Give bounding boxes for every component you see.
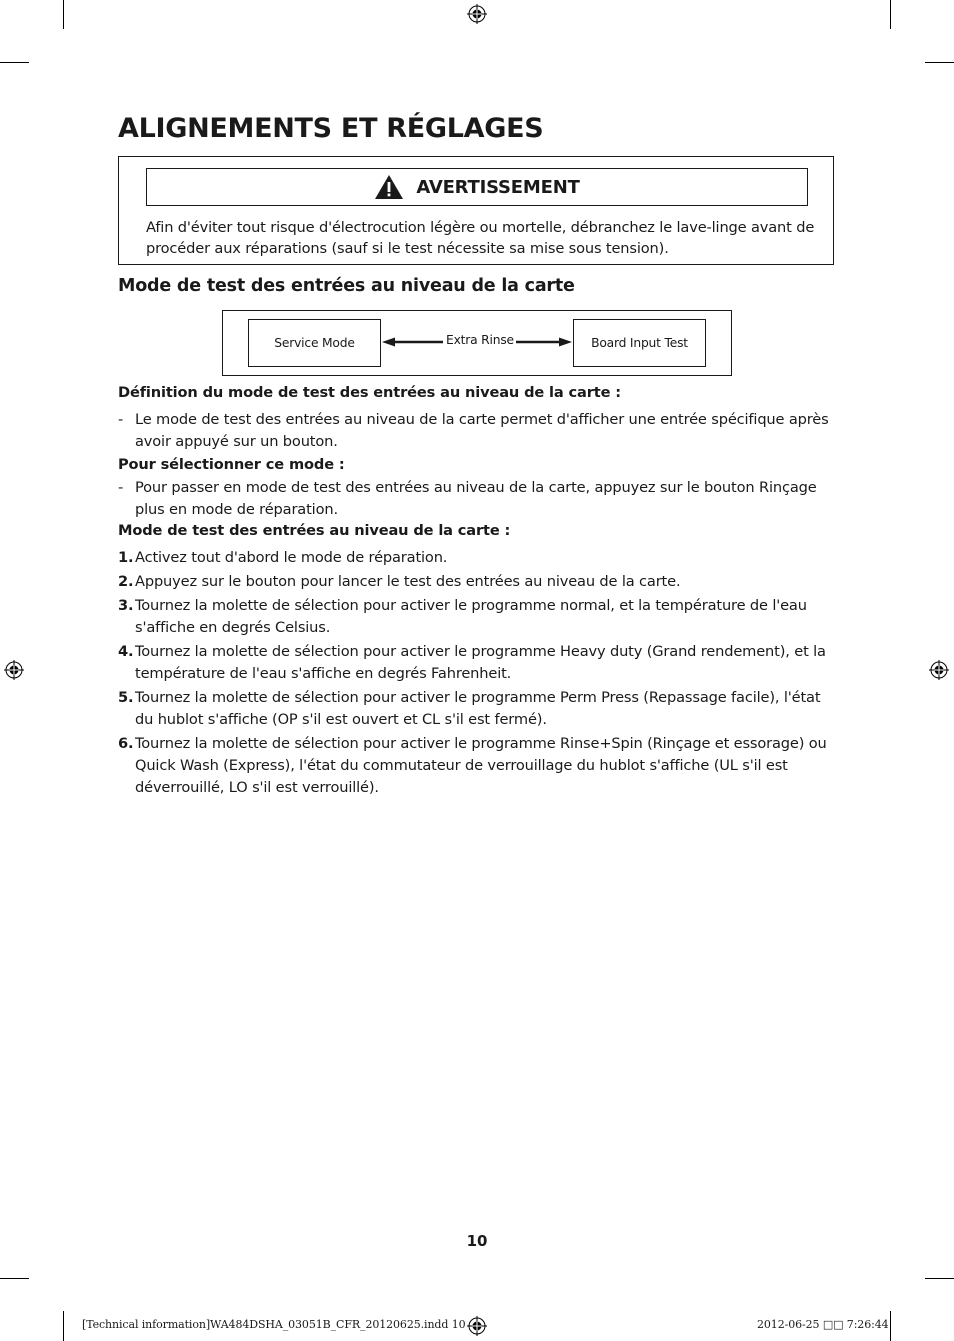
registration-mark-icon	[929, 660, 949, 680]
list-item: 4. Tournez la molette de sélection pour activer le programme Heavy duty (Grand rendement), et la température de l'eau s'affiche en degrés Fahrenheit.	[118, 643, 826, 682]
warning-header	[146, 168, 808, 206]
crop-mark	[63, 0, 64, 29]
crop-mark	[0, 62, 29, 63]
warning-triangle-icon	[374, 174, 404, 200]
definition-heading: Définition du mode de test des entrées au niveau de la carte :	[118, 384, 621, 401]
content-body	[118, 383, 838, 801]
select-item: - Pour passer en mode de test des entrées au niveau de la carte, appuyez sur le bouton Rinçage plus en mode de réparation.	[118, 477, 838, 521]
footer-file-info: [Technical information]WA484DSHA_03051B_CFR_20120625.indd 10	[82, 1318, 466, 1331]
list-item: 3. Tournez la molette de sélection pour activer le programme normal, et la température de l'eau s'affiche en degrés Celsius.	[118, 597, 807, 636]
board-input-test-node: Board Input Test	[573, 319, 706, 367]
extra-rinse-label: Extra Rinse	[446, 333, 514, 347]
crop-mark	[890, 0, 891, 29]
list-item: 6. Tournez la molette de sélection pour activer le programme Rinse+Spin (Rinçage et essorage) ou Quick Wash (Express), l'état du commutateur de verrouillage du hublot s'affiche (UL s'il est déverrouillé, LO s'il est verrouillé).	[118, 735, 827, 796]
crop-mark	[925, 1278, 954, 1279]
crop-mark	[925, 62, 954, 63]
procedure-heading: Mode de test des entrées au niveau de la carte :	[118, 522, 511, 539]
footer-timestamp: 2012-06-25 □□ 7:26:44	[757, 1318, 889, 1331]
definition-text: Le mode de test des entrées au niveau de la carte permet d'afficher une entrée spécifique après avoir appuyé sur un bouton.	[135, 411, 829, 450]
registration-mark-icon	[4, 660, 24, 680]
warning-heading: AVERTISSEMENT	[416, 176, 580, 198]
warning-text: Afin d'éviter tout risque d'électrocution légère ou mortelle, débranchez le lave-linge avant de procéder aux réparations (sauf si le test nécessite sa mise sous tension).	[146, 219, 815, 257]
warning-box	[118, 156, 834, 265]
definition-item: - Le mode de test des entrées au niveau de la carte permet d'afficher une entrée spécifique après avoir appuyé sur un bouton.	[118, 409, 838, 453]
registration-mark-icon	[467, 1316, 487, 1336]
crop-mark	[63, 1311, 64, 1341]
arrow-left-head-icon	[382, 338, 395, 347]
page-title: ALIGNEMENTS ET RÉGLAGES	[118, 113, 544, 144]
list-item: 2. Appuyez sur le bouton pour lancer le test des entrées au niveau de la carte.	[118, 573, 681, 590]
section-title: Mode de test des entrées au niveau de la carte	[118, 276, 575, 296]
crop-mark	[890, 1311, 891, 1341]
list-item: 5. Tournez la molette de sélection pour activer le programme Perm Press (Repassage facile), l'état du hublot s'affiche (OP s'il est ouvert et CL s'il est fermé).	[118, 689, 821, 728]
crop-mark	[0, 1278, 29, 1279]
mode-diagram	[222, 310, 732, 376]
service-mode-node: Service Mode	[248, 319, 381, 367]
arrow-right-head-icon	[559, 338, 572, 347]
list-item: 1. Activez tout d'abord le mode de réparation.	[118, 549, 448, 566]
page-number: 10	[466, 1232, 488, 1250]
select-text: Pour passer en mode de test des entrées au niveau de la carte, appuyez sur le bouton Rinçage plus en mode de réparation.	[135, 479, 817, 518]
procedure-steps	[118, 547, 838, 799]
registration-mark-icon	[467, 4, 487, 24]
select-heading: Pour sélectionner ce mode :	[118, 456, 345, 473]
